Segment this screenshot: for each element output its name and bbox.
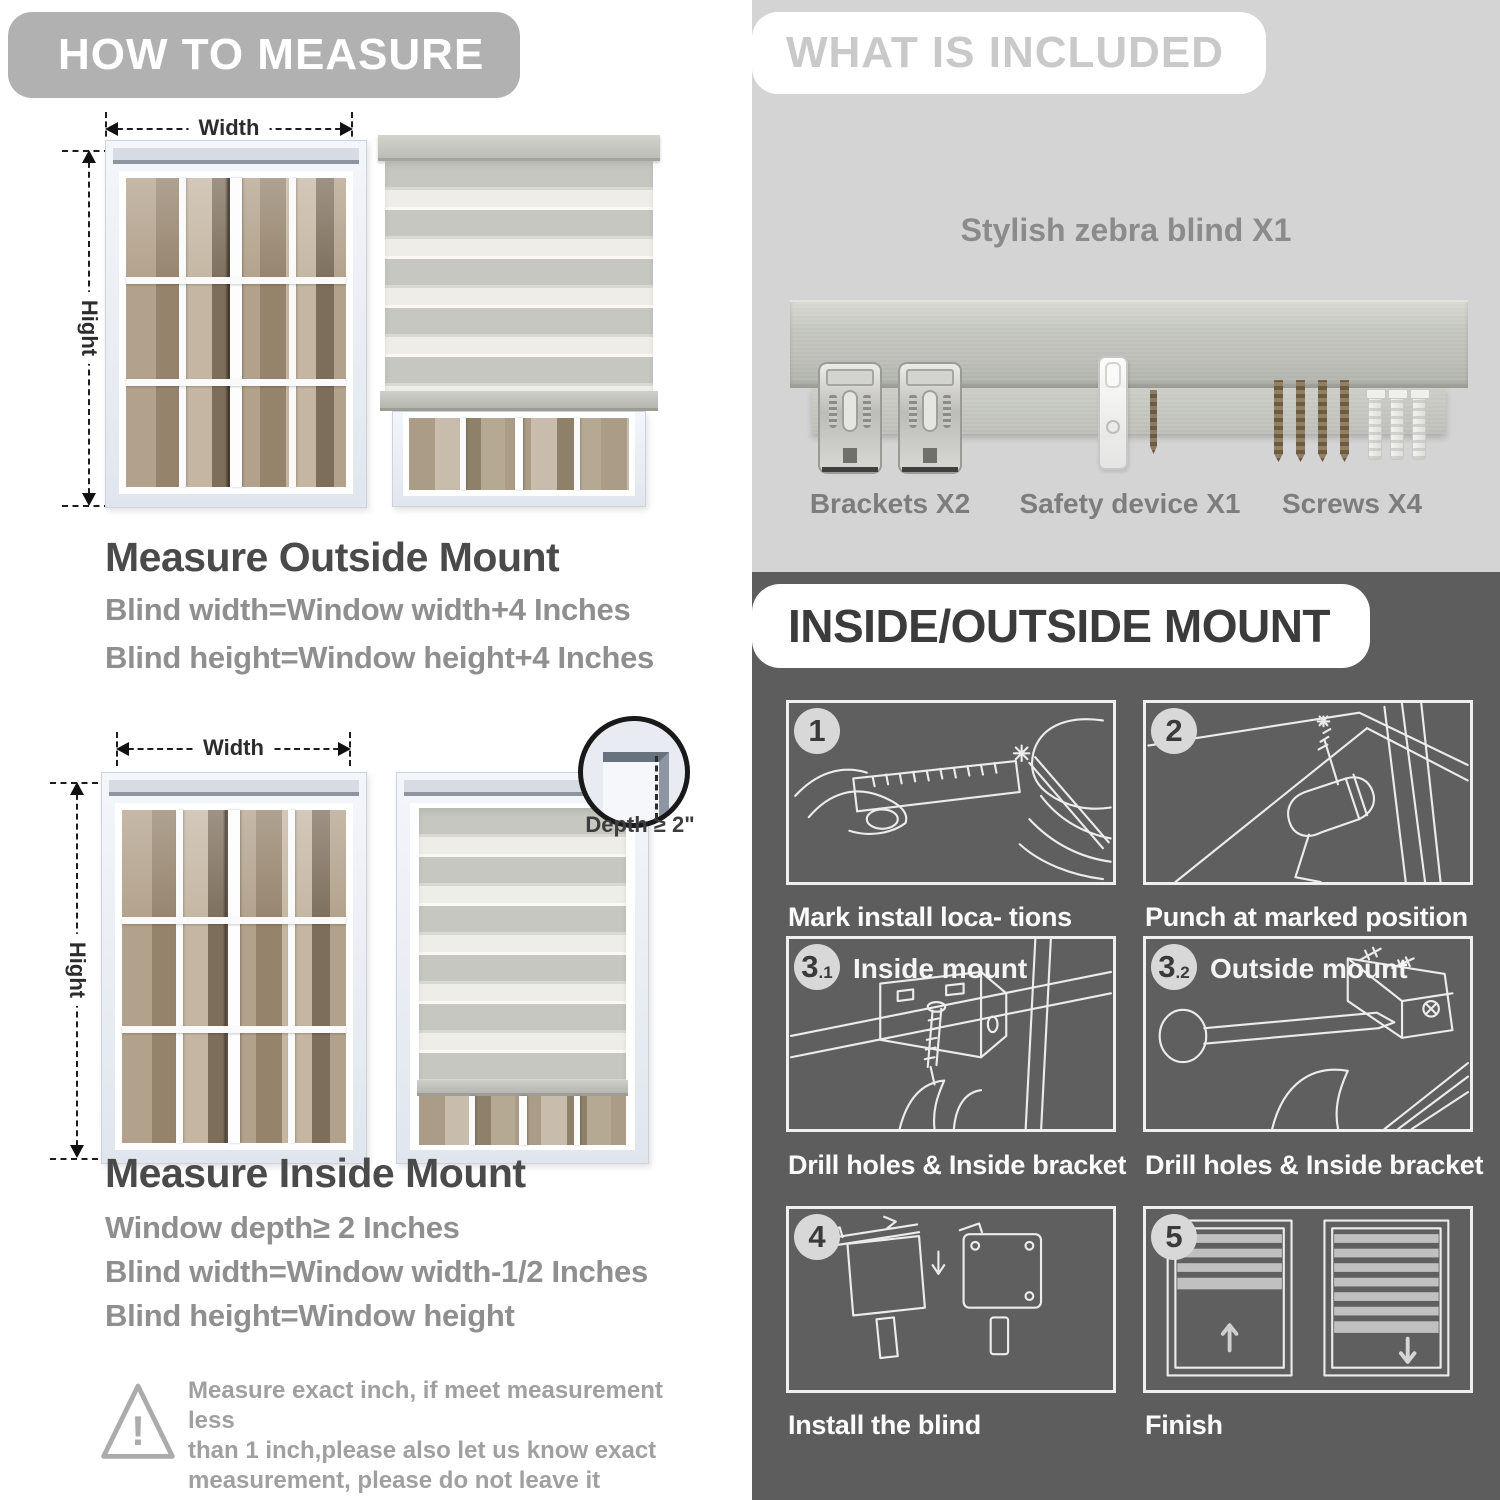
bracket-icon — [818, 362, 882, 474]
how-to-measure-title: HOW TO MEASURE — [58, 30, 485, 79]
step-panel-2 — [1143, 700, 1473, 885]
step-panel-5 — [1143, 1206, 1473, 1393]
warning-line-1: Measure exact inch, if meet measurement less — [188, 1377, 663, 1434]
blind-headrail — [378, 135, 660, 161]
step-panel-3-1 — [786, 936, 1116, 1132]
outside-formula-width: Blind width=Window width+4 Inches — [105, 592, 631, 627]
inside-formula-height: Blind height=Window height — [105, 1298, 515, 1333]
step-panel-3-2 — [1143, 936, 1473, 1132]
screws-icon — [1274, 380, 1283, 462]
outside-height-arrow — [77, 152, 102, 504]
window-illustration-outside — [105, 140, 367, 508]
safety-device-label: Safety device X1 — [1019, 488, 1241, 519]
window-illustration-inside — [101, 772, 367, 1164]
warning-triangle-icon — [98, 1378, 178, 1466]
inside-height-label: Hight — [64, 934, 90, 1006]
outside-formula-height: Blind height=Window height+4 Inches — [105, 640, 654, 675]
step-badge-4: 4 — [794, 1214, 840, 1260]
step-badge-2: 2 — [1151, 708, 1197, 754]
outside-width-arrow — [107, 115, 351, 140]
step-panel-4 — [786, 1206, 1116, 1393]
height-guide-bottom-2 — [50, 1158, 98, 1160]
wall-anchor-icon — [1412, 390, 1426, 460]
step-title-3-2: Outside mount — [1210, 953, 1408, 984]
zebra-blind-outside-illustration — [378, 135, 660, 507]
window-fragment — [392, 411, 646, 507]
mount-title: INSIDE/OUTSIDE MOUNT — [788, 600, 1331, 652]
warning-line-2: than 1 inch,please also let us know exact — [188, 1437, 657, 1464]
step-badge-3-1: 3 .1 — [794, 944, 840, 990]
step-panel-1 — [786, 700, 1116, 885]
wall-anchor-icon — [1368, 390, 1382, 460]
outside-width-label: Width — [189, 115, 270, 141]
inside-width-label: Width — [193, 735, 274, 761]
step-caption-3-2: Drill holes & Inside bracket — [1145, 1150, 1484, 1180]
what-is-included-section — [752, 0, 1500, 572]
step-badge-1: 1 — [794, 708, 840, 754]
svg-text:!: ! — [131, 1407, 145, 1455]
brackets-label: Brackets X2 — [809, 488, 971, 519]
inside-width-arrow — [118, 735, 349, 760]
step-caption-4: Install the blind — [788, 1410, 981, 1440]
inside-height-arrow — [65, 784, 90, 1156]
safety-screw-icon — [1150, 390, 1157, 454]
what-is-included-header — [752, 12, 1266, 94]
screws-icon — [1340, 380, 1349, 462]
blind-bottomrail — [380, 391, 658, 411]
safety-device-icon — [1098, 356, 1128, 470]
inside-formula-depth: Window depth≥ 2 Inches — [105, 1210, 460, 1245]
depth-label: Depth ≥ 2" — [585, 812, 695, 837]
step-caption-5: Finish — [1145, 1410, 1223, 1440]
mount-header — [752, 584, 1370, 668]
how-to-measure-header — [8, 12, 520, 98]
screws-icon — [1296, 380, 1305, 462]
warning-line-3: measurement, please do not leave it — [188, 1467, 601, 1494]
screws-label: Screws X4 — [1281, 488, 1423, 519]
outside-mount-heading: Measure Outside Mount — [105, 534, 560, 580]
blind-fabric — [385, 161, 653, 391]
mount-steps-section — [752, 572, 1500, 1500]
wall-anchor-icon — [1390, 390, 1404, 460]
bracket-icon — [898, 362, 962, 474]
window-glass — [126, 178, 346, 487]
step-caption-3-1: Drill holes & Inside bracket — [788, 1150, 1127, 1180]
step-badge-5: 5 — [1151, 1214, 1197, 1260]
zebra-blind-headrail-image — [790, 300, 1468, 388]
inside-mount-heading: Measure Inside Mount — [105, 1150, 526, 1196]
what-is-included-title: WHAT IS INCLUDED — [786, 28, 1225, 77]
inside-formula-width: Blind width=Window width-1/2 Inches — [105, 1254, 648, 1289]
step-badge-3-2: 3 .2 — [1151, 944, 1197, 990]
outside-height-label: Hight — [76, 292, 102, 364]
screws-icon — [1318, 380, 1327, 462]
step-caption-1: Mark install loca- tions — [788, 902, 1072, 932]
step-title-3-1: Inside mount — [853, 953, 1028, 984]
blind-item-label: Stylish zebra blind X1 — [960, 212, 1292, 248]
step-caption-2: Punch at marked position — [1145, 902, 1468, 932]
warning-text — [188, 1376, 668, 1496]
